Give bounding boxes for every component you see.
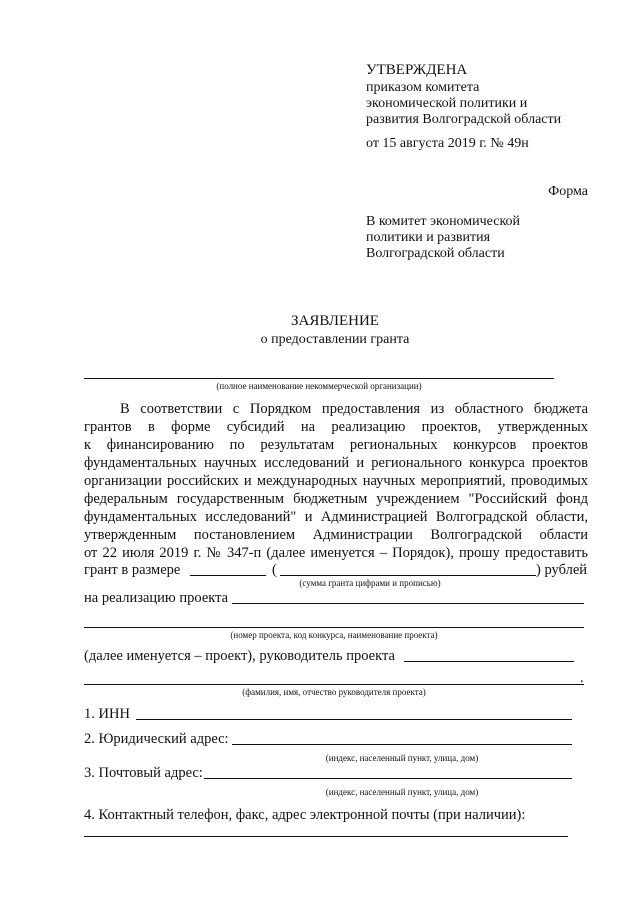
contacts-label: 4. Контактный телефон, факс, адрес электронной почты (при наличии): [84,807,526,823]
org-name-caption: (полное наименование некоммерческой организации) [216,381,422,391]
project-field[interactable] [232,603,584,604]
addressee-line-1: В комитет экономической [366,214,521,229]
leader-field[interactable] [404,661,574,662]
addressee-line-2: политики и развития [366,230,491,245]
leader-period: . [580,670,584,686]
approval-title: УТВЕРЖДЕНА [366,62,468,78]
inn-label: 1. ИНН [84,706,130,722]
body-line-7: фундаментальных исследований" и Администрацией Волгоградской области, [84,509,588,525]
addressee-line-3: Волгоградской области [366,246,505,261]
inn-field[interactable] [136,719,572,720]
body-line-5: организации российских и международных научных мероприятий, проводимых [84,473,588,489]
grant-sum-caption: (сумма гранта цифрами и прописью) [299,578,441,588]
legal-address-caption: (индекс, населенный пункт, улица, дом) [325,753,479,763]
contacts-field[interactable] [84,836,568,837]
grant-amount-field[interactable] [190,575,266,576]
body-line-9: от 22 июля 2019 г. № 347-п (далее именуется – Порядок), прошу предоставить [84,545,588,561]
body-line-2: грантов в форме субсидий на реализацию проектов, утвержденных [84,419,588,435]
approval-line-2: экономической политики и [366,96,528,111]
grant-suffix: ) рублей [536,562,588,578]
grant-amount-words-field[interactable] [280,575,536,576]
project-field-continued[interactable] [84,627,584,628]
leader-caption: (фамилия, имя, отчество руководителя проекта) [242,687,426,697]
body-line-8: утвержденным постановлением Администрации Волгоградской области [84,527,588,543]
document-title: ЗАЯВЛЕНИЕ [291,313,379,329]
postal-address-field[interactable] [204,778,572,779]
legal-address-label: 2. Юридический адрес: [84,731,229,747]
document-subtitle: о предоставлении гранта [260,332,410,347]
grant-paren-open: ( [272,562,277,578]
body-line-4: фундаментальных научных исследований и регионального конкурса проектов [84,455,588,471]
project-caption: (номер проекта, код конкурса, наименование проекта) [230,630,438,640]
leader-prefix: (далее именуется – проект), руководитель проекта [84,648,395,664]
legal-address-field[interactable] [232,744,572,745]
org-name-line[interactable] [84,378,554,379]
form-label: Форма [548,184,588,199]
grant-prefix: грант в размере [84,562,181,578]
postal-address-caption: (индекс, населенный пункт, улица, дом) [325,787,479,797]
body-line-1: В соответствии с Порядком предоставления из областного бюджета [120,401,588,417]
body-line-6: федеральным государственным бюджетным учреждением "Российский фонд [84,491,588,507]
approval-line-3: развития Волгоградской области [366,112,562,127]
approval-date: от 15 августа 2019 г. № 49н [366,136,529,151]
postal-address-label: 3. Почтовый адрес: [84,765,203,781]
project-prefix: на реализацию проекта [84,590,229,606]
body-line-3: к финансированию по результатам региональных конкурсов проектов [84,437,588,453]
leader-field-continued[interactable] [84,684,584,685]
approval-line-1: приказом комитета [366,80,480,95]
